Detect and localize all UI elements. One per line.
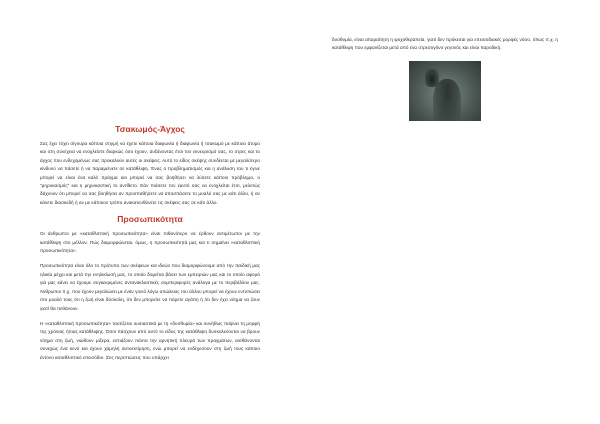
right-column bbox=[332, 36, 558, 121]
silhouette-hand bbox=[425, 69, 439, 87]
paragraph-personality-definition: Προσωπικότητα είναι όλο το πρότυπο των σκέψεων και ιδεών που διαμορφώνουμε από την παιδική μας ηλικία μέχρι και μετά την ενηλικίωσή μας, το οποίο δομείται βάσει των εμπειριών μας και το οποίο αφορά γιά μας κάνει να έχουμε συγκεκριμένες αντανακλαστικές συμπεριφορές ανάλογα με το περιβάλλον μας. Άνθρωποι π.χ. που έχουν μεγαλώσει με έναν γονιό λόγω απώλειας του άλλου μπορεί να έχουν εντυπώσει στο μυαλό τους ότι η ζωή είναι δύσκολη, ότι δεν μπορείτε να πάρετε αγάπη ή ότι δεν έχει νόημα να ζουν γιατί θα πεθάνουν. bbox=[40, 263, 260, 311]
silhouette-photo bbox=[409, 61, 481, 121]
paragraph-personality-intro: Οι άνθρωποι με «καταθλιπτική προσωπικότητα» είναι πιθανότερο να έρθουν αντιμέτωποι με την κατάθλιψη στο μέλλον. Πώς διαμορφώνεται, όμως, η προσωπικότητά μας και τι σημαίνει «καταθλιπτική προσωπικότητα». bbox=[40, 231, 260, 254]
paragraph-dysthymia: Η «καταθλιπτική προσωπικότητα» ταυτίζεται ουσιαστικά με τη «δυσθυμία» και συνήθως παίρνει τη μορφή της χρόνιας ήπιας κατάθλιψης. Όσοι πάσχουν από αυτό το είδος της κατάθλιψη δυσκολεύονται να βρουν νόημα στη ζωή, νιώθουν μίζερα, εστιάζουν πάντα την αρνητική πλευρά των πραγμάτων, αισθάνονται συνεχώς ένα κενό και έχουν χαμηλή αυτοεκτίμηση, ενώ μπορεί να ενδέχεσουν στη ζωή τους κάποιο έντονο καταθλιπτικό επεισόδιο. Στις περιπτώσεις που υπάρχει bbox=[40, 320, 260, 360]
section-heading-anxiety: Τσακωμός-Άγχος bbox=[115, 124, 185, 134]
section-heading-personality: Προσωπικότητα bbox=[117, 214, 183, 225]
paragraph-anxiety: Σας έχει τύχει σίγουρα κάποια στιγμή να έχετε κάποια διαφωνία ή διαφωνία ή τσακωμό με κάποιο άτομο και στη συνέχεια να ενοχλείστε διαρκώς όσο έχουν, αυξάνοντας έτσι τον εκνευρισμό σας, το στρες και το άγχος που ενδεχομένως σας προκαλούν αυτές οι σκέψεις. Αυτό το είδος σκέψης συνδέεται με μεγαλύτερο κίνδυνο να πάσετε ή να παραμείνετε σε κατάθλιψη. Ένας ο προβληματισμός και η ανάλυση του τι έγινε μπορεί να είναι ένα καλό πράγμα και μπορεί να σας βοηθήσει να λύσετε κάποιο πρόβλημα, ο "μηρυκασμός" και η μηρυκαστική το αντίθετο. Εάν πιάσετε τον εαυτό σας να ενοχλείται έτσι, μελετώς δάχνουν ότι μπορεί να σας βοηθήσει αν προσπαθήσετε να αποσπάσετε το μυαλό σας με κάτι άλλο, ή αν κάνετε διασκεδή ή αν με κάποιον τρόπο ανακατευθύνετε τις σκέψεις σας σε κάτι άλλο. bbox=[40, 141, 260, 205]
left-column bbox=[40, 124, 260, 369]
paragraph-continuation: δυσθυμία, είναι απαραίτητη η ψυχοθεραπεία, γιατί δεν πρόκειται για επεισοδιακές μορφές νόσο, όπως π.χ. η κατάθλιψη που εμφανίζεται μετά από ένα στρεσογόνο γεγονός και είναι παροδική. bbox=[332, 37, 558, 51]
